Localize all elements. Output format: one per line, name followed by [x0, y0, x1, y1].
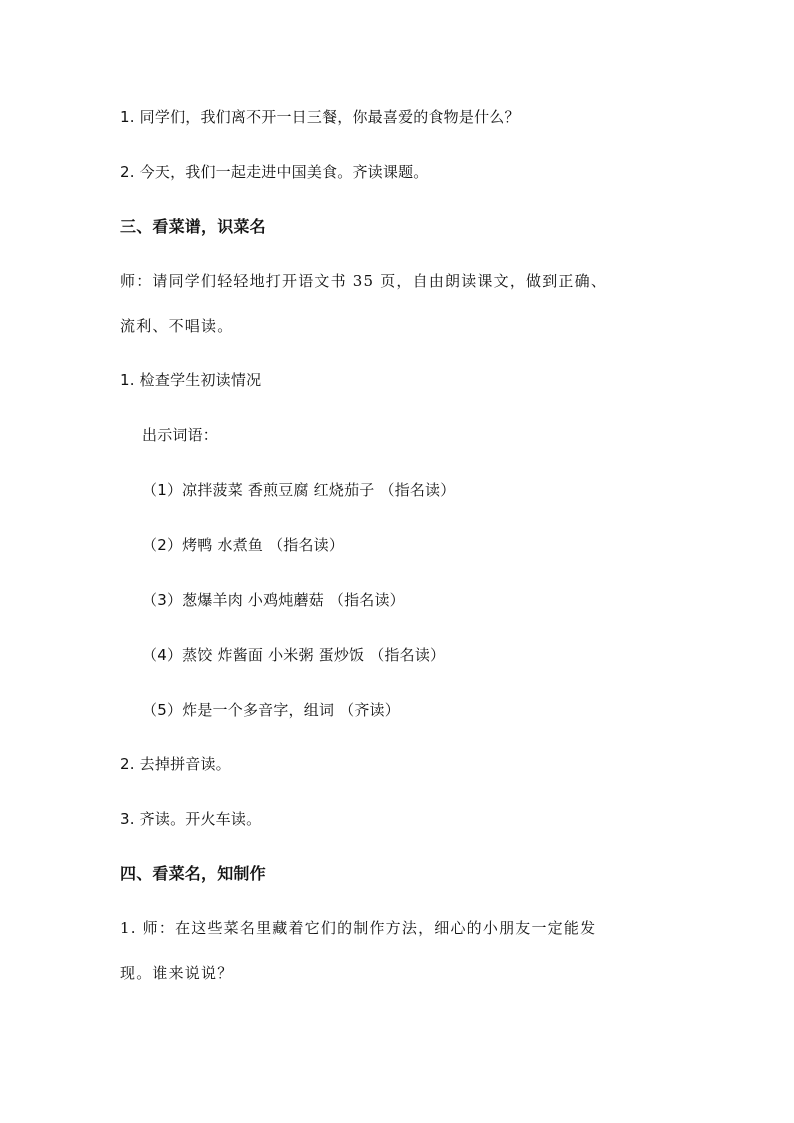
- teacher-instruction-line-2: 流利、不唱读。: [120, 317, 234, 335]
- teacher-instruction-line-1: 师：请同学们轻轻地打开语文书 35 页，自由朗读课文，做到正确、: [120, 272, 608, 290]
- step-3: 3. 齐读。开火车读。: [120, 810, 262, 828]
- word-group-4: （4）蒸饺 炸酱面 小米粥 蛋炒饭 （指名读）: [142, 646, 446, 664]
- word-group-5: （5）炸是一个多音字，组词 （齐读）: [142, 701, 400, 719]
- word-group-1: （1）凉拌菠菜 香煎豆腐 红烧茄子 （指名读）: [142, 481, 456, 499]
- question-line-1: 1. 同学们，我们离不开一日三餐，你最喜爱的食物是什么？: [120, 108, 520, 126]
- word-group-3: （3）葱爆羊肉 小鸡炖蘑菇 （指名读）: [142, 591, 405, 609]
- section-heading-4: 四、看菜名，知制作: [120, 864, 266, 883]
- section-heading-3: 三、看菜谱，识菜名: [120, 217, 266, 236]
- teacher-question-line-2: 现。谁来说说？: [120, 964, 234, 982]
- step-1-title: 1. 检查学生初读情况: [120, 371, 262, 389]
- question-line-2: 2. 今天，我们一起走进中国美食。齐读课题。: [120, 163, 429, 181]
- step-2: 2. 去掉拼音读。: [120, 755, 231, 773]
- word-group-2: （2）烤鸭 水煮鱼 （指名读）: [142, 536, 345, 554]
- show-words-label: 出示词语：: [142, 426, 219, 444]
- teacher-question-line-1: 1. 师：在这些菜名里藏着它们的制作方法，细心的小朋友一定能发: [120, 919, 597, 937]
